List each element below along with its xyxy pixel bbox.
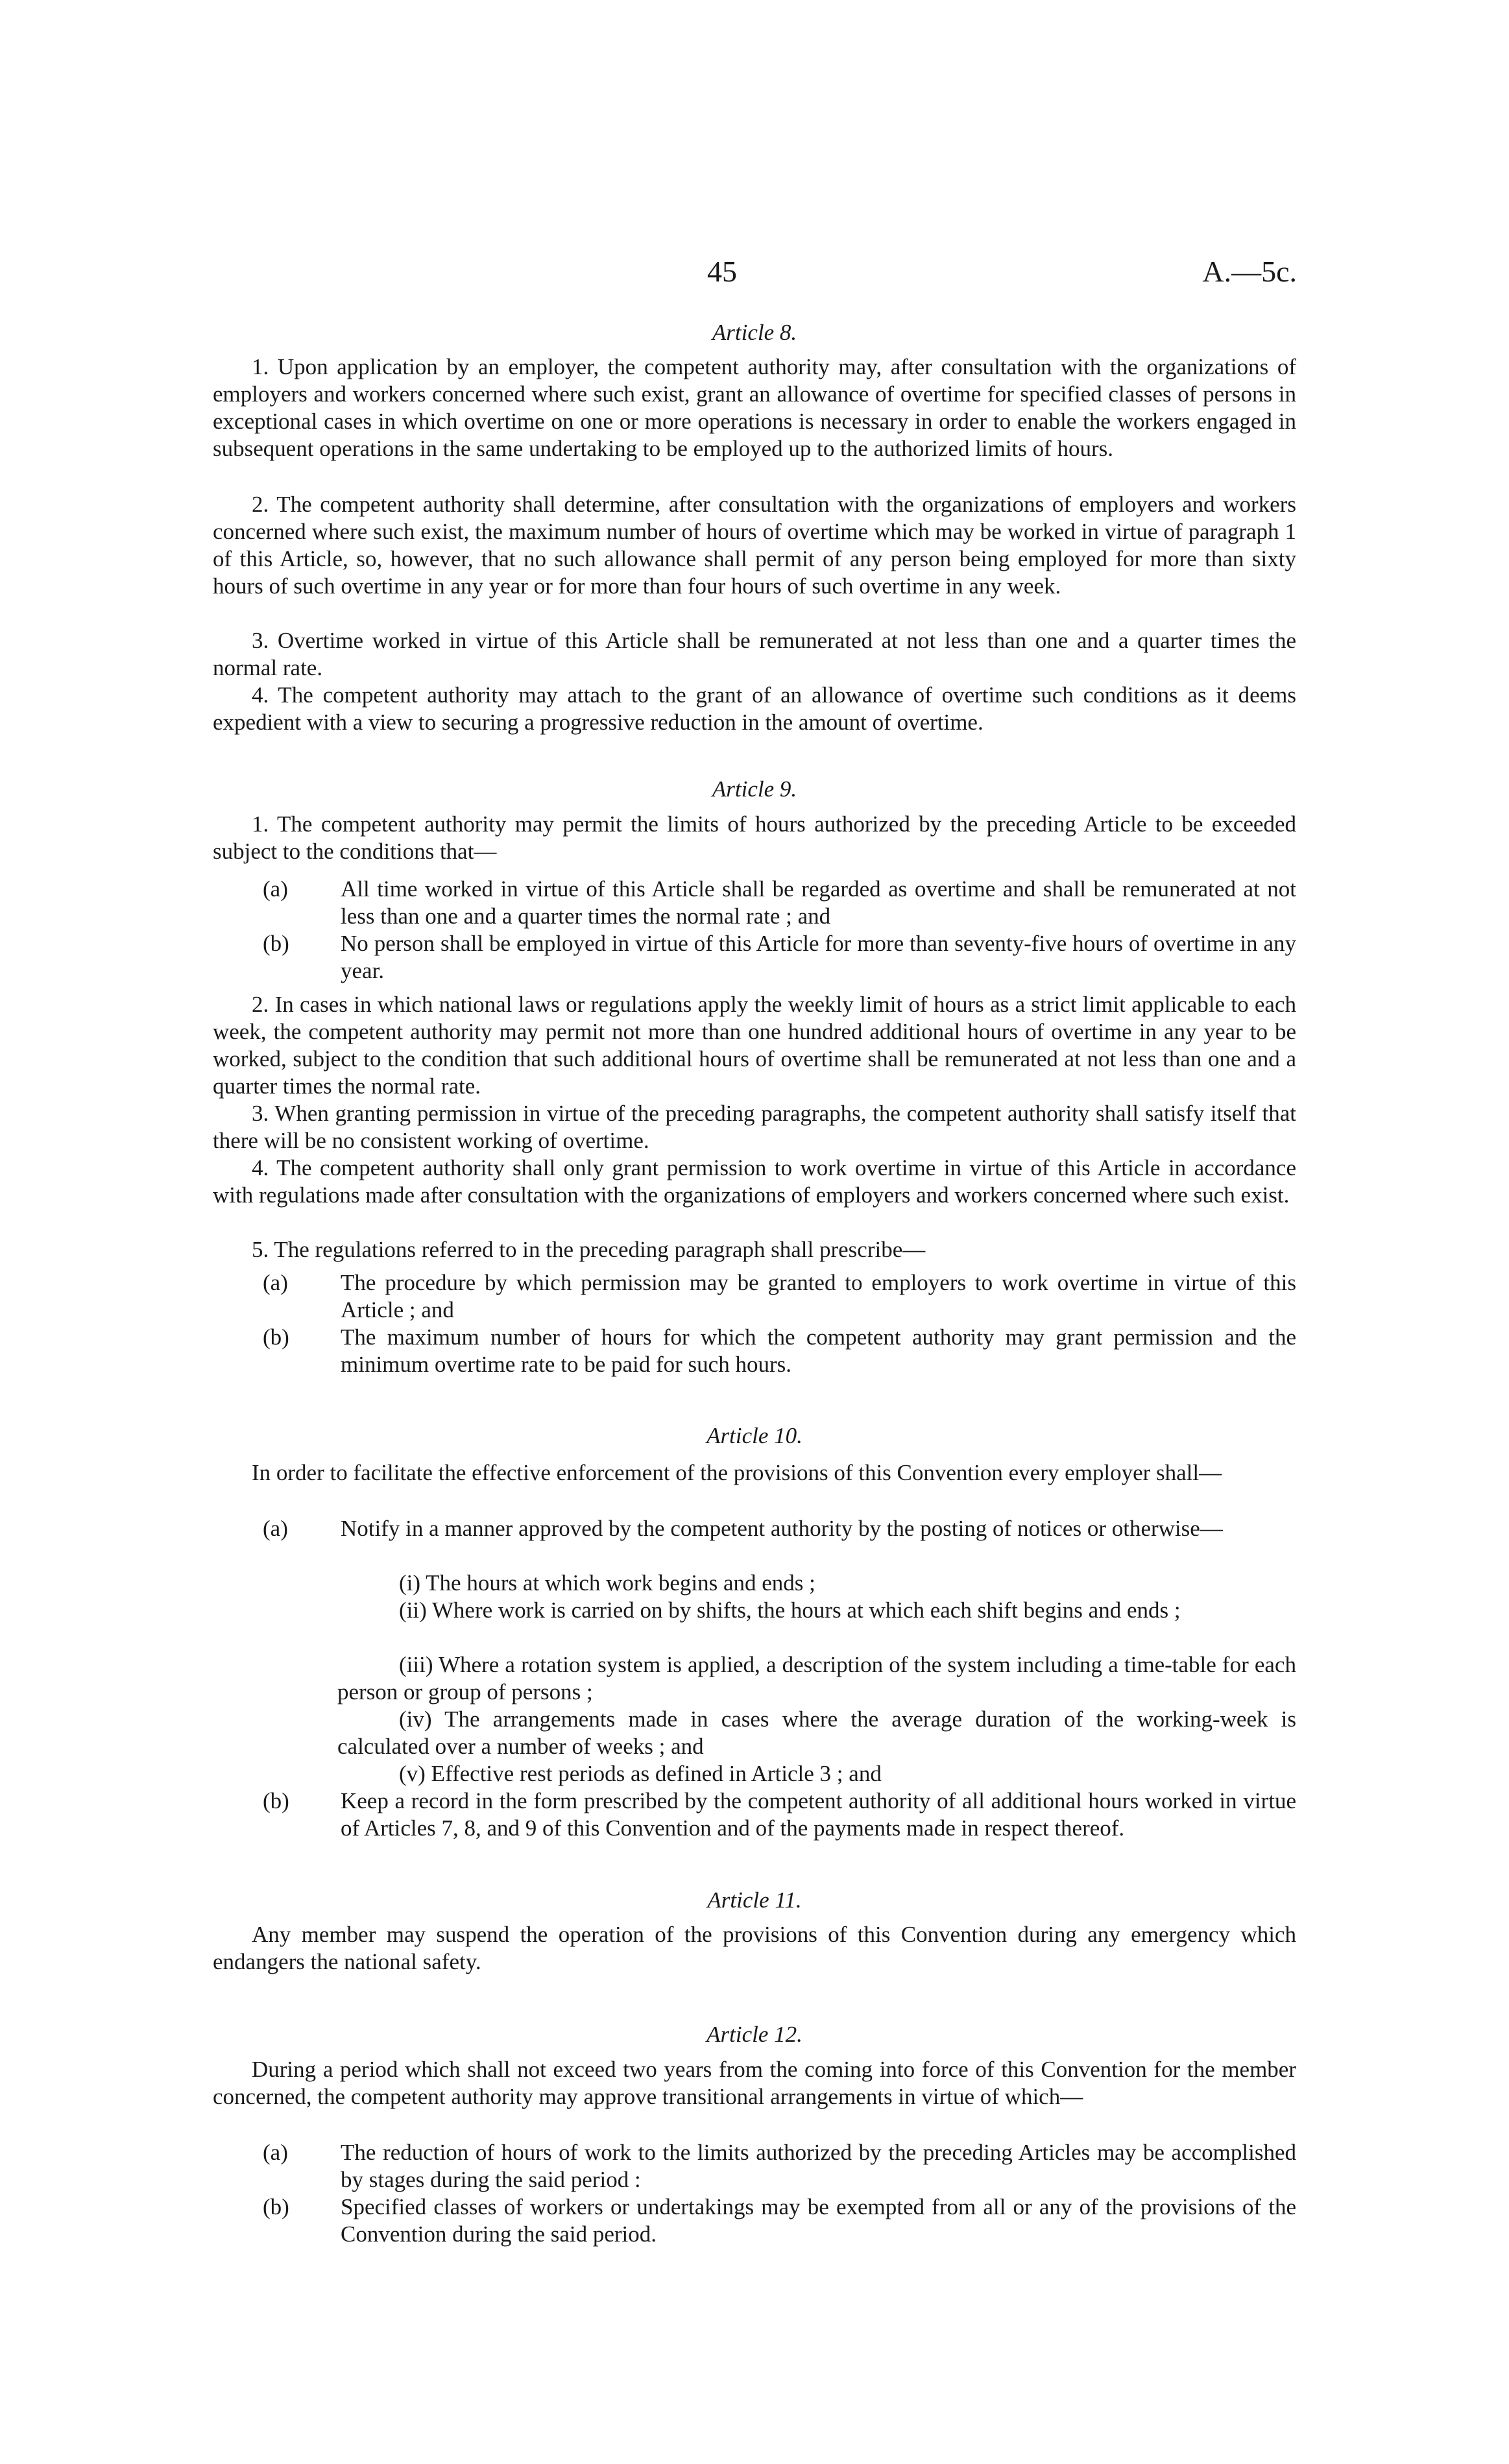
document-reference: A.—5c.: [1202, 255, 1297, 288]
item-label: (b): [263, 1788, 289, 1813]
item-label: (a): [263, 1270, 288, 1295]
article-10-subitem-ii: (ii) Where work is carried on by shifts, the hours at which each shift begins and ends ;: [399, 1597, 1181, 1623]
item-text: Keep a record in the form prescribed by the competent authority of all additional hours worked in virtue of Articles 7, 8, and 9 of this Convention and of the payments made in respect thereof.: [341, 1788, 1296, 1841]
article-10-paragraph-1: In order to facilitate the effective enforcement of the provisions of this Convention every employer shall—: [252, 1460, 1222, 1485]
item-text: All time worked in virtue of this Article shall be regarded as overtime and shall be remunerated at not less than one and a quarter times the normal rate ; and: [341, 876, 1296, 929]
article-9-paragraph-3: 3. When granting permission in virtue of the preceding paragraphs, the competent authority shall satisfy itself that there will be no consistent working of overtime.: [213, 1101, 1296, 1153]
article-8-paragraph-3: 3. Overtime worked in virtue of this Article shall be remunerated at not less than one and a quarter times the normal rate.: [213, 628, 1296, 680]
article-10-item-a: [263, 1515, 1296, 1542]
item-text: The maximum number of hours for which the competent authority may grant permission and the minimum overtime rate to be paid for such hours.: [341, 1324, 1296, 1377]
article-10-subitem-v: (v) Effective rest periods as defined in Article 3 ; and: [399, 1761, 882, 1786]
article-9-item-5a: [263, 1269, 1296, 1324]
article-9-paragraph-5: 5. The regulations referred to in the preceding paragraph shall prescribe—: [252, 1237, 926, 1262]
article-8-paragraph-4: 4. The competent authority may attach to the grant of an allowance of overtime such conditions as it deems expedient with a view to securing a progressive reduction in the amount of overtime.: [213, 682, 1296, 735]
article-8-paragraph-2: 2. The competent authority shall determine, after consultation with the organizations of employers and workers concerned where such exist, the maximum number of hours of overtime which may be worked in virtue of paragraph 1 of this Article, so, however, that no such allowance shall permit of any person being employed for more than sixty hours of such overtime in any year or for more than four hours of such overtime in any week.: [213, 492, 1296, 599]
article-9-paragraph-1: 1. The competent authority may permit the limits of hours authorized by the preceding Article to be exceeded subject to the conditions that—: [213, 811, 1296, 864]
article-11-paragraph-1: Any member may suspend the operation of the provisions of this Convention during any emergency which endangers the national safety.: [213, 1922, 1296, 1974]
item-label: (b): [263, 931, 289, 956]
item-label: (a): [263, 1516, 288, 1541]
item-text: Specified classes of workers or undertakings may be exempted from all or any of the provisions of the Convention during the said period.: [341, 2194, 1296, 2247]
article-8-paragraph-1: 1. Upon application by an employer, the competent authority may, after consultation with the organizations of employers and workers concerned where such exist, grant an allowance of overtime for specified classes of persons in exceptional cases in which overtime on one or more operations is necessary in order to enable the workers engaged in subsequent operations in the same undertaking to be employed up to the authorized limits of hours.: [213, 354, 1296, 461]
article-9-item-b: [263, 930, 1296, 985]
article-12-item-b: [263, 2194, 1296, 2248]
article-9-paragraph-4: 4. The competent authority shall only grant permission to work overtime in virtue of this Article in accordance with regulations made after consultation with the organizations of employers and workers concerned where such exist.: [213, 1155, 1296, 1208]
article-12-item-a: [263, 2139, 1296, 2194]
article-10-heading: Article 10.: [706, 1423, 803, 1448]
item-label: (b): [263, 2194, 289, 2219]
item-label: (a): [263, 2140, 288, 2165]
item-text: The reduction of hours of work to the limits authorized by the preceding Articles may be accomplished by stages during the said period :: [341, 2140, 1296, 2192]
article-12-heading: Article 12.: [706, 2022, 803, 2047]
item-text: Notify in a manner approved by the competent authority by the posting of notices or otherwise—: [341, 1516, 1223, 1541]
article-9-paragraph-2: 2. In cases in which national laws or regulations apply the weekly limit of hours as a strict limit applicable to each week, the competent authority may permit not more than one hundred additional hours of overtime in any year to be worked, subject to the condition that such additional hours of overtime shall be remunerated at not less than one and a quarter times the normal rate.: [213, 992, 1296, 1099]
article-11-heading: Article 11.: [707, 1887, 802, 1913]
article-9-item-5b: [263, 1324, 1296, 1378]
item-text: The procedure by which permission may be granted to employers to work overtime in virtue of this Article ; and: [341, 1270, 1296, 1322]
article-10-subitem-iv: (iv) The arrangements made in cases where the average duration of the working-week is calculated over a number of weeks ; and: [337, 1706, 1296, 1759]
article-10-subitem-i: (i) The hours at which work begins and ends ;: [399, 1570, 815, 1596]
article-8-heading: Article 8.: [712, 320, 797, 345]
article-9-heading: Article 9.: [712, 776, 797, 802]
item-label: (a): [263, 876, 288, 902]
item-label: (b): [263, 1324, 289, 1350]
page-number: 45: [707, 255, 737, 288]
article-12-paragraph-1: During a period which shall not exceed two years from the coming into force of this Convention for the member concerned, the competent authority may approve transitional arrangements in virtue of which—: [213, 2057, 1296, 2109]
article-9-item-a: [263, 876, 1296, 930]
article-10-item-b: [263, 1788, 1296, 1842]
article-10-subitem-iii: (iii) Where a rotation system is applied, a description of the system including a time-table for each person or group of persons ;: [337, 1652, 1296, 1704]
item-text: No person shall be employed in virtue of this Article for more than seventy-five hours of overtime in any year.: [341, 931, 1296, 983]
